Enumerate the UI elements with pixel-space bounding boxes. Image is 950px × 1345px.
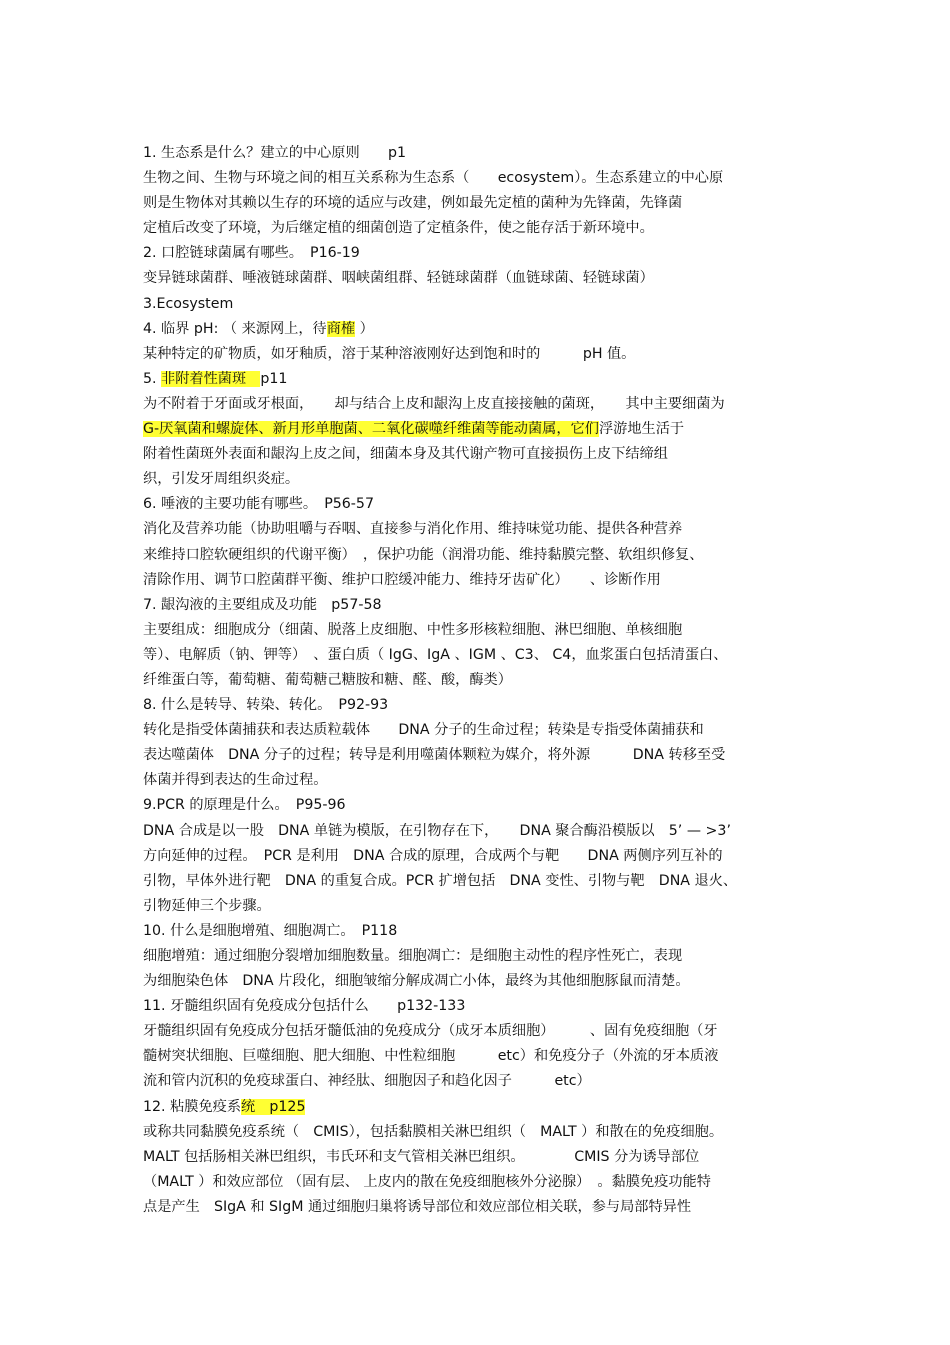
text-segment: 5. xyxy=(143,370,162,387)
text-line: 1. 生态系是什么？建立的中心原则 p1 xyxy=(143,145,407,161)
highlighted-text: 商榷 xyxy=(326,320,356,337)
text-line: 体菌并得到表达的生命过程。 xyxy=(143,772,328,789)
text-line: 6. 唾液的主要功能有哪些。 P56-57 xyxy=(143,496,374,513)
text-line: 主要组成：细胞成分（细菌、脱落上皮细胞、中性多形核粒细胞、淋巴细胞、单核细胞 xyxy=(143,621,683,638)
text-line: 来维持口腔软硬组织的代谢平衡） ，保护功能（润滑功能、维持黏膜完整、软组织修复、 xyxy=(143,546,704,563)
text-line: 流和管内沉积的免疫球蛋白、神经肽、细胞因子和趋化因子 etc） xyxy=(143,1073,591,1090)
text-line: 7. 龈沟液的主要组成及功能 p57-58 xyxy=(143,596,382,613)
text-line: 10. 什么是细胞增殖、细胞凋亡。 P118 xyxy=(143,922,398,939)
text-line: 附着性菌斑外表面和龈沟上皮之间，细菌本身及其代谢产物可直接损伤上皮下结缔组 xyxy=(143,446,668,463)
text-line xyxy=(143,1095,808,1120)
text-line: 表达噬菌体 DNA 分子的过程；转导是利用噬菌体颗粒为媒介，将外源 DNA 转移至受 xyxy=(143,747,726,764)
text-line: 3.Ecosystem xyxy=(143,295,234,312)
text-line: 8. 什么是转导、转染、转化。 P92-93 xyxy=(143,697,389,714)
text-line: 牙髓组织固有免疫成分包括牙髓低油的免疫成分（成牙本质细胞） 、固有免疫细胞（牙 xyxy=(143,1023,718,1040)
text-segment: 浮游地生活于 xyxy=(598,421,685,438)
text-line xyxy=(143,367,808,392)
text-line: 清除作用、调节口腔菌群平衡、维护口腔缓冲能力、维持牙齿矿化） 、诊断作用 xyxy=(143,571,661,588)
text-line: 定植后改变了环境，为后继定植的细菌创造了定植条件，使之能存活于新环境中。 xyxy=(143,220,654,237)
text-line: 点是产生 SIgA 和 SIgM 通过细胞归巢将诱导部位和效应部位相关联，参与局部特异性 xyxy=(143,1198,692,1215)
text-segment: p11 xyxy=(260,370,288,387)
highlighted-text: 统 p125 xyxy=(241,1098,306,1115)
text-line: 方向延伸的过程。 PCR 是利用 DNA 合成的原理，合成两个与靶 DNA 两侧序列互补的 xyxy=(143,847,723,864)
text-line: 则是生物体对其赖以生存的环境的适应与改建，例如最先定植的菌种为先锋菌，先锋菌 xyxy=(143,195,683,212)
text-line: 等）、电解质（钠、钾等） 、蛋白质（ IgG、IgA 、IGM 、C3、 C4，血浆蛋白包括清蛋白、 xyxy=(143,646,728,663)
text-line: 消化及营养功能（协助咀嚼与吞咽、直接参与消化作用、维持味觉功能、提供各种营养 xyxy=(143,521,683,538)
highlighted-text: 非附着性菌斑 xyxy=(161,370,261,387)
text-line: 纤维蛋白等，葡萄糖、葡萄糖己糖胺和糖、醛、酸，酶类） xyxy=(143,671,512,688)
text-line: 2. 口腔链球菌属有哪些。 P16-19 xyxy=(143,245,360,262)
text-line: 变异链球菌群、唾液链球菌群、咽峡菌组群、轻链球菌群（血链球菌、轻链球菌） xyxy=(143,270,654,287)
text-line: 为细胞染色体 DNA 片段化，细胞皱缩分解成凋亡小体，最终为其他细胞豚鼠而清楚。 xyxy=(143,973,690,990)
text-line: 11. 牙髓组织固有免疫成分包括什么 p132-133 xyxy=(143,998,466,1015)
document-page xyxy=(143,141,808,1220)
text-line: 引物，早体外进行靶 DNA 的重复合成。PCR 扩增包括 DNA 变性、引物与靶 DNA 退火、 xyxy=(143,872,738,889)
text-line: 某种特定的矿物质，如牙釉质，溶于某种溶液刚好达到饱和时的 pH 值。 xyxy=(143,345,636,362)
text-segment: 12. 粘膜免疫系 xyxy=(143,1098,242,1115)
text-line: 转化是指受体菌捕获和表达质粒载体 DNA 分子的生命过程；转染是专指受体菌捕获和 xyxy=(143,722,704,739)
text-line: 生物之间、生物与环境之间的相互关系称为生态系（ ecosystem）。生态系建立的中心原 xyxy=(143,170,724,187)
text-line: 引物延伸三个步骤。 xyxy=(143,897,271,914)
text-line: 为不附着于牙面或牙根面， 却与结合上皮和龈沟上皮直接接触的菌斑， 其中主要细菌为 xyxy=(143,395,725,412)
text-line: MALT 包括肠相关淋巴组织，韦氏环和支气管相关淋巴组织。 CMIS 分为诱导部位 xyxy=(143,1148,700,1165)
highlighted-text: G-厌氧菌和螺旋体、新月形单胞菌、二氧化碳噬纤维菌等能动菌属，它们 xyxy=(143,421,599,438)
text-segment: 4. 临界 pH: （ 来源网上，待 xyxy=(143,320,327,337)
text-line: DNA 合成是以一股 DNA 单链为模版，在引物存在下， DNA 聚合酶沿模版以 5’ — >3’ xyxy=(143,822,731,839)
text-line xyxy=(143,317,808,342)
text-line: 细胞增殖：通过细胞分裂增加细胞数量。细胞凋亡：是细胞主动性的程序性死亡，表现 xyxy=(143,948,683,964)
text-segment: ） xyxy=(355,320,374,337)
text-line: （MALT ）和效应部位 （固有层、 上皮内的散在免疫细胞核外分泌腺） 。黏膜免疫功能特 xyxy=(143,1173,711,1190)
text-line: 9.PCR 的原理是什么。 P95-96 xyxy=(143,797,346,814)
text-line xyxy=(143,417,808,442)
text-line: 织，引发牙周组织炎症。 xyxy=(143,471,300,488)
text-line: 髓树突状细胞、巨噬细胞、肥大细胞、中性粒细胞 etc）和免疫分子（外流的牙本质液 xyxy=(143,1048,719,1065)
text-line: 或称共同黏膜免疫系统（ CMIS），包括黏膜相关淋巴组织（ MALT ）和散在的免疫细胞。 xyxy=(143,1123,724,1140)
